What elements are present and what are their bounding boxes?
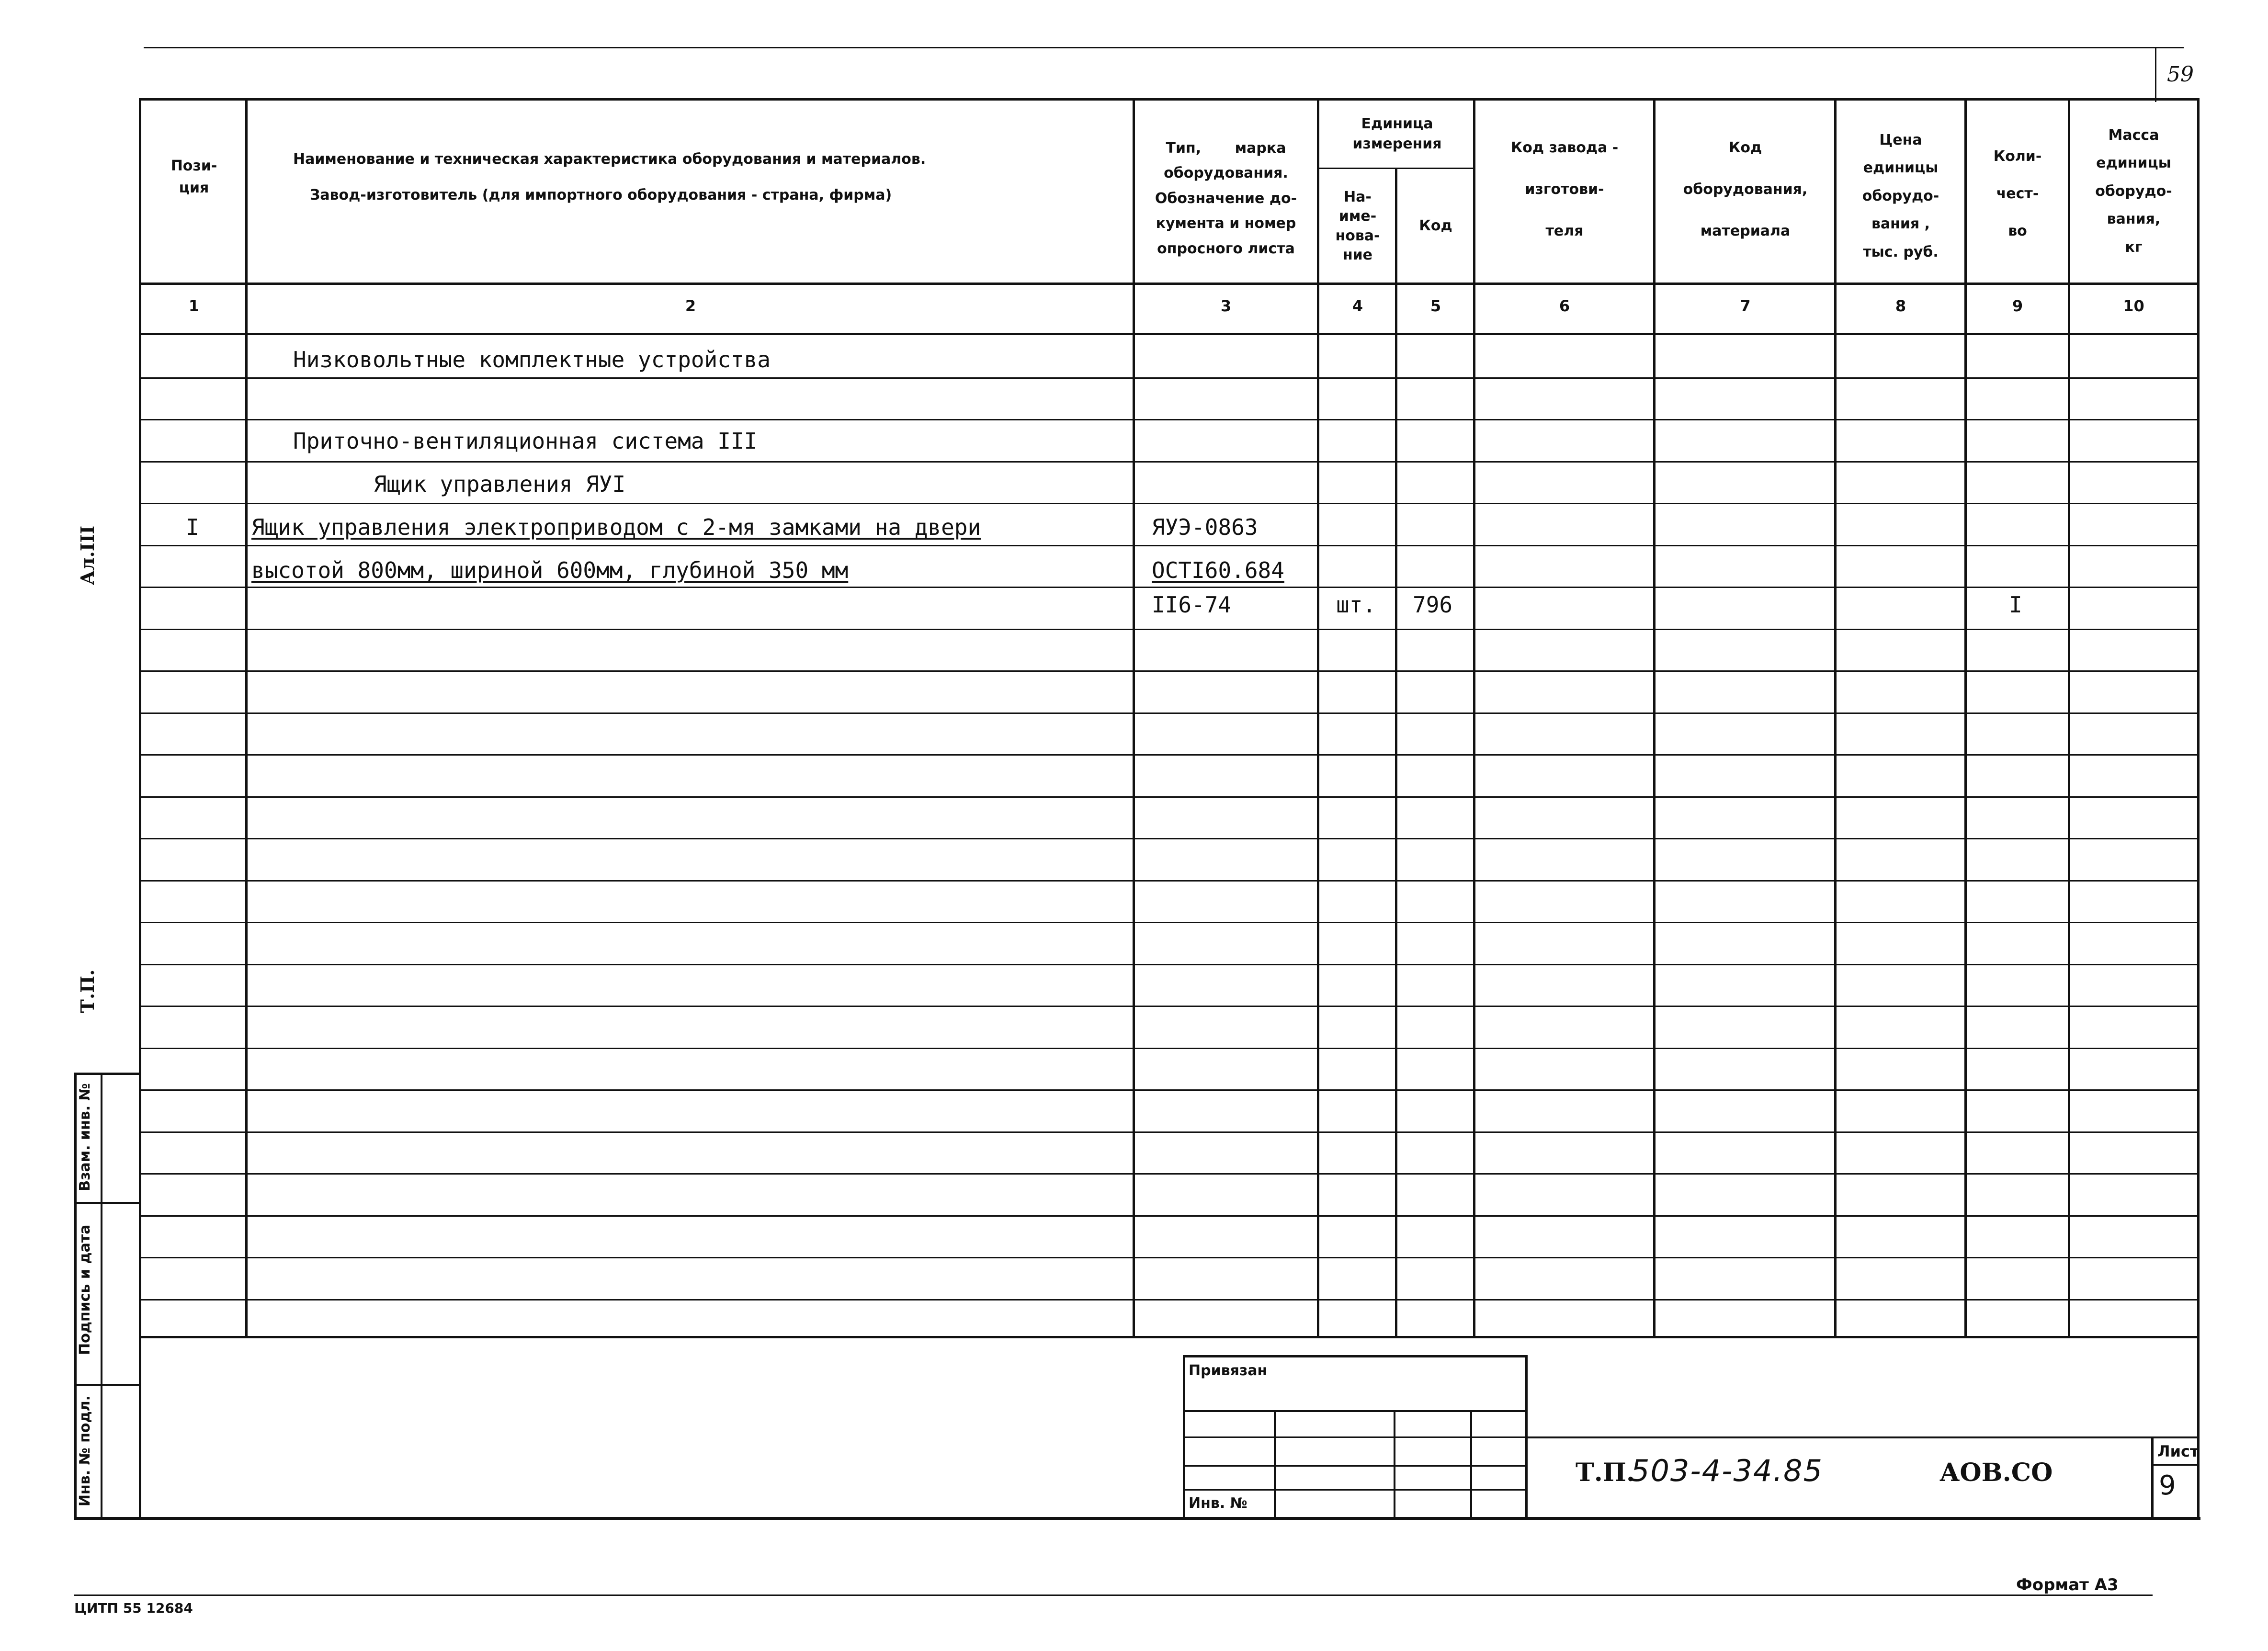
table-row-line — [139, 712, 2198, 714]
col-divider-2 — [1133, 98, 1135, 1338]
header-quantity: Коли- чест- во — [1993, 148, 2042, 239]
side-label-inv-zam: Взам. инв. № — [77, 1083, 93, 1191]
section-title: Низковольтные комплектные устройства — [293, 347, 771, 373]
header-type: Тип, марка оборудования. Обозначение до- кумента и номер опросного листа — [1155, 139, 1297, 257]
footer-format: Формат А3 — [2016, 1575, 2119, 1594]
table-row-line — [139, 838, 2198, 839]
colnum-7: 7 — [1740, 297, 1751, 315]
stamp-col1 — [1274, 1410, 1276, 1518]
table-row-line — [139, 754, 2198, 756]
colnum-8: 8 — [1895, 297, 1906, 315]
item-unit-code: 796 — [1413, 592, 1453, 618]
col-divider-3 — [1317, 98, 1319, 1338]
header-unit-name: На- име- нова- ние — [1335, 188, 1380, 263]
table-row-line — [139, 796, 2198, 798]
page-number-divider — [2155, 47, 2156, 102]
col-divider-6 — [1653, 98, 1656, 1338]
item-desc-line2: высотой 800мм, шириной 600мм, глубиной 350 мм — [251, 557, 849, 583]
sheet-number: 9 — [2159, 1470, 2176, 1501]
colnum-10: 10 — [2123, 297, 2144, 315]
table-row-line — [139, 670, 2198, 672]
stamp-row3 — [1183, 1465, 1528, 1467]
docnum-top — [1528, 1436, 2198, 1438]
footer-print-code: ЦИТП 55 12684 — [74, 1600, 193, 1616]
margin-box-div1 — [74, 1202, 141, 1204]
unit-group-divider — [1317, 168, 1475, 169]
header-equipment-code: Код оборудования, материала — [1683, 139, 1808, 239]
colnum-9: 9 — [2012, 297, 2023, 315]
colnum-6: 6 — [1559, 297, 1570, 315]
side-label-sign-date: Подпись и дата — [77, 1224, 93, 1355]
header-bottom-border — [139, 283, 2198, 285]
colnum-5: 5 — [1430, 297, 1441, 315]
page-number: 59 — [2167, 62, 2194, 87]
colnum-1: 1 — [188, 297, 200, 315]
footer-rule — [74, 1594, 2153, 1596]
stamp-top — [1183, 1355, 1528, 1357]
table-row-line — [139, 545, 2198, 546]
col-divider-1 — [245, 98, 248, 1338]
col-divider-5 — [1473, 98, 1475, 1338]
sheet-label: Лист — [2157, 1442, 2199, 1460]
table-row-line — [139, 1299, 2198, 1300]
stamp-row4 — [1183, 1489, 1528, 1491]
header-unit-code: Код — [1419, 217, 1452, 235]
top-rule — [144, 47, 2184, 48]
item-position: I — [186, 514, 199, 540]
table-row-line — [139, 1173, 2198, 1175]
sheet-bottom-border — [74, 1517, 2200, 1520]
side-label-al: Ал.III — [77, 525, 98, 586]
header-unit-group: Единица измерения — [1352, 115, 1442, 152]
table-body-bottom-border — [139, 1336, 2198, 1338]
sheet-right-border — [2197, 98, 2200, 1518]
box-title: Ящик управления ЯУI — [374, 471, 626, 497]
doc-code: АОВ.СО — [1939, 1458, 2053, 1487]
colnum-4: 4 — [1352, 297, 1363, 315]
colnum-3: 3 — [1220, 297, 1232, 315]
stamp-privyazan: Привязан — [1189, 1362, 1268, 1379]
table-row-line — [139, 1089, 2198, 1091]
stamp-row2 — [1183, 1436, 1528, 1438]
table-row-line — [139, 629, 2198, 630]
header-factory-code: Код завода - изготови- теля — [1510, 139, 1619, 239]
stamp-inv-no: Инв. № — [1189, 1495, 1247, 1512]
system-title: Приточно-вентиляционная система III — [293, 428, 758, 454]
table-top-border — [139, 98, 2198, 101]
table-row-line — [139, 1131, 2198, 1133]
table-row-line — [139, 1006, 2198, 1007]
table-row-line — [139, 1257, 2198, 1258]
table-row-line — [139, 922, 2198, 923]
table-row-line — [139, 377, 2198, 379]
table-row-line — [139, 880, 2198, 882]
table-row-line — [139, 461, 2198, 463]
item-quantity: I — [2009, 592, 2022, 618]
sheet-box-left — [2151, 1436, 2154, 1518]
colnum-2: 2 — [685, 297, 696, 315]
table-row-line — [139, 419, 2198, 420]
header-price: Цена единицы оборудо- вания , тыс. руб. — [1862, 131, 1939, 260]
table-row-line — [139, 1048, 2198, 1049]
colnum-bottom-border — [139, 333, 2198, 335]
col-divider-4 — [1395, 168, 1397, 1338]
header-mass: Масса единицы оборудо- вания, кг — [2095, 126, 2172, 256]
col-divider-7 — [1834, 98, 1837, 1338]
col-divider-8 — [1964, 98, 1967, 1338]
table-row-line — [139, 503, 2198, 504]
header-position: Пози- ция — [170, 157, 217, 196]
side-label-inv-podl: Инв. № подл. — [77, 1395, 93, 1507]
col-divider-9 — [2068, 98, 2070, 1338]
table-row-line — [139, 1215, 2198, 1217]
stamp-col3 — [1470, 1410, 1472, 1518]
header-name: Наименование и техническая характеристика оборудования и материалов. Завод-изготовитель (для импортного оборудования - страна, фирма) — [293, 151, 926, 204]
stamp-col2 — [1394, 1410, 1395, 1518]
doc-number: 503-4-34.85 — [1631, 1453, 1824, 1488]
item-type-line2: ОСТI60.684 — [1152, 557, 1284, 583]
side-label-tp: Т.П. — [77, 969, 98, 1013]
margin-box-div2 — [74, 1384, 141, 1386]
item-desc-line1: Ящик управления электроприводом с 2-мя замками на двери — [251, 514, 981, 540]
stamp-row1 — [1183, 1410, 1528, 1412]
table-row-line — [139, 964, 2198, 965]
item-type-line3: II6-74 — [1152, 592, 1232, 618]
doc-prefix: Т.П. — [1576, 1458, 1635, 1487]
margin-box-mid — [101, 1073, 102, 1518]
sheet-box-div — [2151, 1464, 2199, 1466]
table-row-line — [139, 587, 2198, 588]
item-unit-name: шт. — [1336, 592, 1376, 618]
item-type-line1: ЯУЭ-0863 — [1152, 514, 1258, 540]
